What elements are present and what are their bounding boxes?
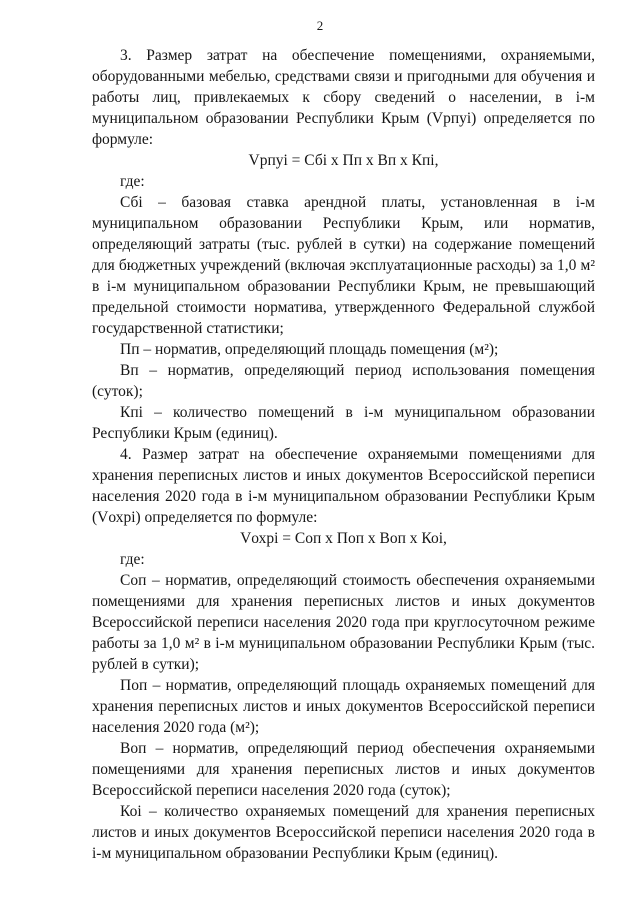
- section-3-intro: 3. Размер затрат на обеспечение помещениями, охраняемыми, оборудованными мебелью, средствами связи и пригодными для обучения и работы лиц, привлекаемых к сбору сведений о населении, в i-м муниципальном образовании Республики Крым (Vрпуi) определяется по формуле:: [92, 47, 595, 148]
- definition-vp: Вп – норматив, определяющий период использования помещения (суток);: [92, 362, 595, 400]
- definition-ko: Коi – количество охраняемых помещений для хранения переписных листов и иных документов Всероссийской переписи населения 2020 года в i-м муниципальном образовании Республики Крым (единиц).: [92, 803, 595, 862]
- formula-vrpu: Vрпуi = Сбi x Пп x Вп x Кпi,: [248, 152, 439, 169]
- definition-kp: Кпi – количество помещений в i-м муниципальном образовании Республики Крым (единиц).: [92, 404, 595, 442]
- formula-vohr: Vохрi = Соп x Поп x Воп x Коi,: [240, 530, 447, 547]
- definition-pop: Поп – норматив, определяющий площадь охраняемых помещений для хранения переписных листов и иных документов Всероссийской переписи населения 2020 года (м²);: [92, 677, 595, 736]
- page-number: 2: [316, 18, 324, 33]
- section-4-intro: 4. Размер затрат на обеспечение охраняемыми помещениями для хранения переписных листов и иных документов Всероссийской переписи населения 2020 года в i-м муниципальном образовании Республики Крым (Vохрi) определяется по формуле:: [92, 446, 595, 526]
- document-body: [92, 45, 595, 864]
- definition-sb: Сбi – базовая ставка арендной платы, установленная в i-м муниципальном образовании Республики Крым, или норматив, определяющий затраты (тыс. рублей в сутки) на содержание помещений для бюджетных учреждений (включая эксплуатационные расходы) за 1,0 м² в i-м муниципальном образовании Республики Крым, не превышающий предельной стоимости норматива, утвержденного Федеральной службой государственной статистики;: [92, 194, 595, 337]
- definition-pp: Пп – норматив, определяющий площадь помещения (м²);: [120, 341, 499, 358]
- definition-sop: Соп – норматив, определяющий стоимость обеспечения охраняемыми помещениями для хранения переписных листов и иных документов Всероссийской переписи населения 2020 года при круглосуточном режиме работы за 1,0 м² в i-м муниципальном образовании Республики Крым (тыс. рублей в сутки);: [92, 572, 595, 673]
- where-label-3: где:: [120, 173, 145, 190]
- where-label-4: где:: [120, 551, 145, 568]
- definition-vop: Воп – норматив, определяющий период обеспечения охраняемыми помещениями для хранения переписных листов и иных документов Всероссийской переписи населения 2020 года (суток);: [92, 740, 595, 799]
